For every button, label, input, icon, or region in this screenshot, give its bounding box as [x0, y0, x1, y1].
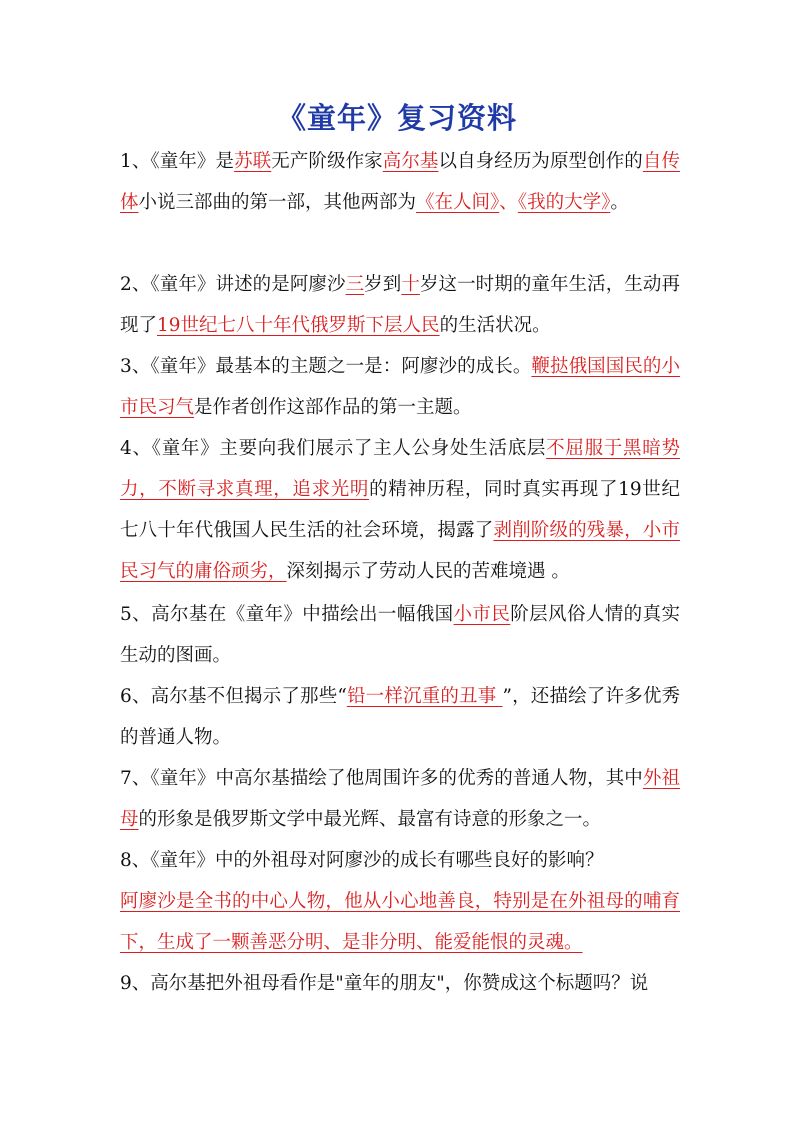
q4-text-a: 4、《童年》主要向我们展示了主人公身处生活底层: [120, 438, 547, 459]
q2-answer-end-age: 十: [401, 274, 420, 295]
q1-answer-country: 苏联: [234, 151, 272, 172]
question-9: [120, 963, 680, 1004]
q1-answer-author: 高尔基: [382, 151, 439, 172]
q5-answer-class: 小市民: [453, 604, 511, 625]
q2-text-c: 岁到: [364, 274, 402, 295]
q6-text-c: ”，还描绘了许多优秀的普通人物。: [120, 686, 680, 748]
q7-answer-character: 外祖母: [120, 768, 680, 830]
question-3: [120, 346, 680, 428]
question-8: [120, 840, 680, 963]
q1-text-e: 以自身经历为原型创作的: [438, 151, 643, 172]
q2-text-a: 2、《童年》讲述的是阿廖沙: [120, 274, 346, 295]
question-7: [120, 758, 680, 840]
q4-answer-exposure: 剥削阶级的残暴，小市民习气的庸俗顽劣，: [120, 520, 680, 582]
q8-question: 8、《童年》中的外祖母对阿廖沙的成长有哪些良好的影响？: [120, 850, 604, 871]
q1-separator: 、: [499, 192, 518, 213]
question-1: [120, 141, 680, 223]
q1-text-a: 1、《童年》是: [120, 151, 235, 172]
question-4: [120, 428, 680, 592]
q2-text-e: 岁这一时期的童年生活，生动再现了: [120, 274, 680, 336]
q7-text-a: 7、《童年》中高尔基描绘了他周围许多的优秀的普通人物，其中: [120, 768, 643, 789]
q1-text-end: 。: [610, 192, 629, 213]
q6-text-a: 6、高尔基不但揭示了那些“: [120, 686, 347, 707]
q5-text-a: 5、高尔基在《童年》中描绘出一幅俄国: [120, 604, 454, 625]
q3-answer-theme: 鞭挞俄国国民的小市民习气: [120, 356, 680, 418]
q4-text-e: 深刻揭示了劳动人民的苦难境遇 。: [286, 561, 570, 582]
q2-answer-era: 19世纪七八十年代俄罗斯下层人民: [157, 315, 440, 336]
q2-text-g: 的生活状况。: [439, 315, 551, 336]
q1-text-g: 小说三部曲的第一部，其他两部为: [138, 192, 417, 213]
q9-question: 9、高尔基把外祖母看作是"童年的朋友"，你赞成这个标题吗？说: [120, 973, 649, 994]
q4-answer-spirit: 不屈服于黑暗势力，不断寻求真理，追求光明: [120, 438, 680, 500]
q5-text-c: 阶层风俗人情的真实生动的图画。: [120, 604, 680, 666]
q6-answer-quote: 铅一样沉重的丑事: [346, 686, 503, 707]
q1-text-c: 无产阶级作家: [271, 151, 383, 172]
q1-answer-book3: 《我的大学》: [517, 192, 611, 213]
q8-answer: 阿廖沙是全书的中心人物，他从小心地善良，特别是在外祖母的哺育下，生成了一颗善恶分明、是非分明、能爱能恨的灵魂。: [120, 891, 680, 953]
page-title: 《童年》复习资料: [276, 101, 517, 135]
q2-answer-start-age: 三: [345, 274, 365, 295]
question-2: [120, 264, 680, 346]
q1-answer-genre: 自传体: [120, 151, 680, 213]
q4-text-c: 的精神历程，同时真实再现了19世纪七八十年代俄国人民生活的社会环境，揭露了: [120, 479, 680, 541]
question-5: [120, 594, 680, 676]
question-6: [120, 676, 680, 758]
q1-answer-book2: 《在人间》: [416, 192, 500, 213]
q3-text-c: 是作者创作这部作品的第一主题。: [194, 397, 472, 418]
q7-text-c: 的形象是俄罗斯文学中最光辉、最富有诗意的形象之一。: [138, 809, 602, 830]
q3-text-a: 3、《童年》最基本的主题之一是：阿廖沙的成长。: [120, 356, 532, 377]
